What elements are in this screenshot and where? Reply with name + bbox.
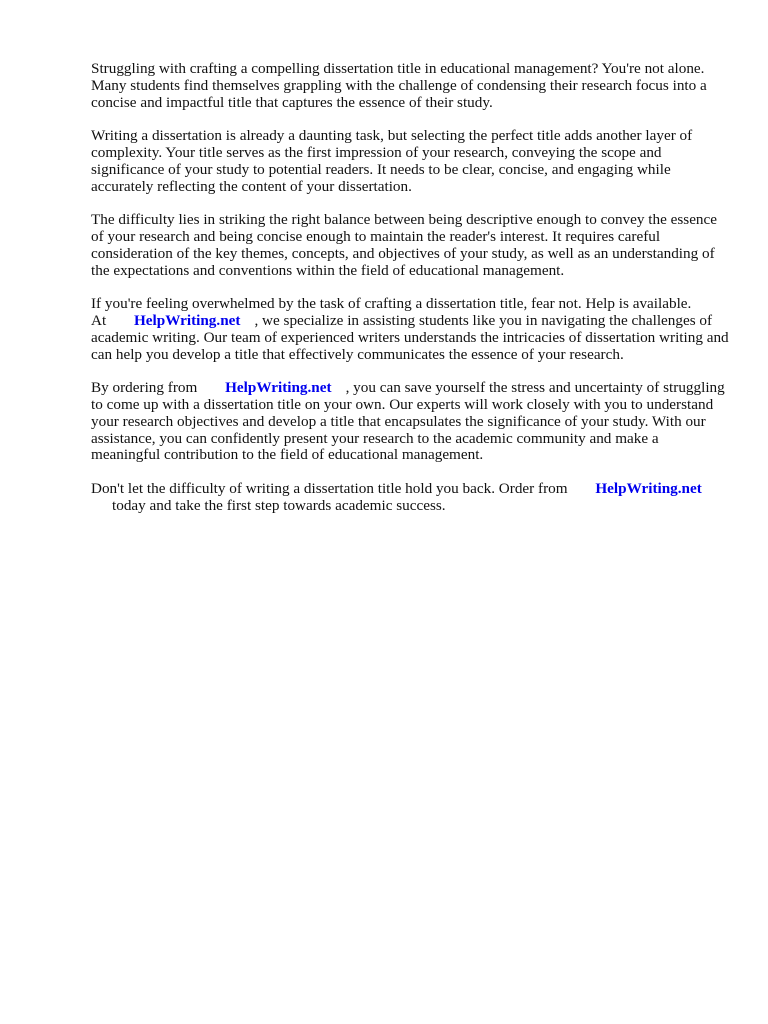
- help-prefix: At: [91, 311, 107, 329]
- paragraph-ordering: [91, 380, 731, 464]
- helpwriting-link[interactable]: HelpWriting.net: [133, 311, 241, 329]
- ordering-prefix: By ordering from: [91, 379, 198, 397]
- cta-prefix: Don't let the difficulty of writing a dissertation title hold you back. Order from: [91, 479, 568, 497]
- paragraph-call-to-action: [91, 481, 731, 515]
- paragraph-help-available: [91, 296, 731, 363]
- document-body: [91, 61, 731, 531]
- ordering-suffix: , you can save yourself the stress and uncertainty of struggling to come up with a dissertation title on your own. Our experts will work closely with you to understand your research objectives and develop a title that encapsulates the significance of your study. With our assistance, you can confidently present your research to the academic community and make a meaningful contribution to the field of educational management.: [91, 379, 725, 464]
- paragraph-intro: Struggling with crafting a compelling dissertation title in educational management? You're not alone. Many students find themselves grappling with the challenge of condensing their research focus into a concise and impactful title that captures the essence of their study.: [91, 60, 707, 111]
- cta-suffix: today and take the first step towards academic success.: [112, 496, 446, 514]
- help-available-line: If you're feeling overwhelmed by the task of crafting a dissertation title, fear not. Help is available.: [91, 295, 692, 313]
- help-suffix: , we specialize in assisting students like you in navigating the challenges of academic writing. Our team of experienced writers understands the intricacies of dissertation writing and can help you develop a title that effectively communicates the essence of your research.: [91, 311, 729, 363]
- helpwriting-link[interactable]: HelpWriting.net: [225, 379, 332, 397]
- paragraph-daunting-task: Writing a dissertation is already a daunting task, but selecting the perfect title adds another layer of complexity. Your title serves as the first impression of your research, conveying the scope and significance of your study to potential readers. It needs to be clear, concise, and engaging while accurately reflecting the content of your dissertation.: [91, 127, 693, 195]
- helpwriting-link[interactable]: HelpWriting.net: [595, 479, 702, 497]
- paragraph-difficulty: The difficulty lies in striking the right balance between being descriptive enough to convey the essence of your research and being concise enough to maintain the reader's interest. It requires careful consideration of the key themes, concepts, and objectives of your study, as well as an understanding of the expectations and conventions within the field of educational management.: [91, 211, 718, 279]
